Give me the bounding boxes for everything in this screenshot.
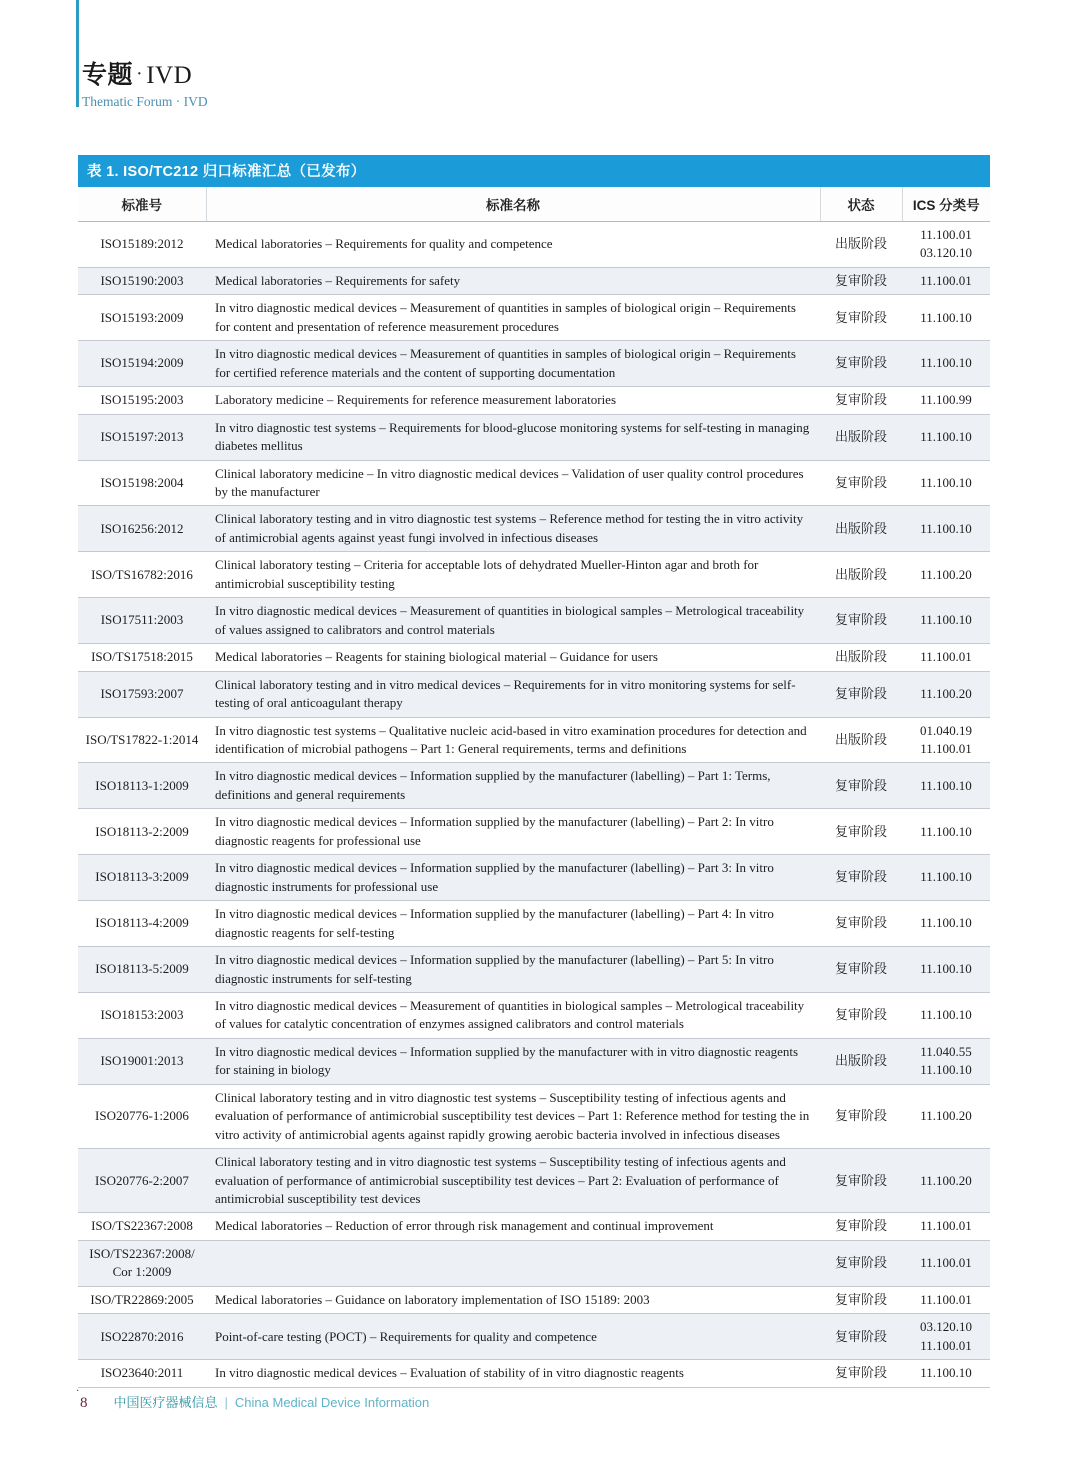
ics-code-cell bbox=[902, 1084, 990, 1148]
standard-id-cell: ISO17511:2003 bbox=[78, 598, 206, 644]
ics-code: 03.120.10 bbox=[920, 245, 972, 261]
standard-name-cell: Medical laboratories – Reagents for staining biological material – Guidance for users bbox=[206, 644, 820, 671]
standard-name-cell: Point-of-care testing (POCT) – Requirements for quality and competence bbox=[206, 1314, 820, 1360]
table-row bbox=[78, 992, 990, 1038]
standard-name-cell: In vitro diagnostic medical devices – Information supplied by the manufacturer (labelling) – Part 3: In vitro diagnostic instruments for professional use bbox=[206, 855, 820, 901]
ics-code: 11.100.10 bbox=[920, 869, 972, 885]
standard-name-cell: In vitro diagnostic medical devices – Information supplied by the manufacturer (labelling) – Part 2: In vitro diagnostic reagents for professional use bbox=[206, 809, 820, 855]
table-row bbox=[78, 947, 990, 993]
status-cell: 复审阶段 bbox=[820, 267, 902, 294]
status-cell: 复审阶段 bbox=[820, 1084, 902, 1148]
status-cell: 复审阶段 bbox=[820, 341, 902, 387]
ics-code-cell bbox=[902, 644, 990, 671]
table-title-bar: 表 1. ISO/TC212 归口标准汇总（已发布） bbox=[78, 155, 990, 187]
status-cell: 复审阶段 bbox=[820, 855, 902, 901]
table-row bbox=[78, 295, 990, 341]
masthead-title-dot: · bbox=[136, 63, 144, 85]
masthead-accent-line bbox=[76, 0, 79, 107]
ics-code: 11.100.01 bbox=[920, 1255, 972, 1271]
status-cell: 复审阶段 bbox=[820, 1314, 902, 1360]
status-cell: 复审阶段 bbox=[820, 992, 902, 1038]
standard-name-cell: Clinical laboratory testing and in vitro medical devices – Requirements for in vitro monitoring systems for self-testing of oral anticoagulant therapy bbox=[206, 671, 820, 717]
status-cell: 出版阶段 bbox=[820, 552, 902, 598]
standard-id-cell: ISO15198:2004 bbox=[78, 460, 206, 506]
ics-code-cell bbox=[902, 763, 990, 809]
standard-id-cell: ISO15193:2009 bbox=[78, 295, 206, 341]
status-cell: 复审阶段 bbox=[820, 763, 902, 809]
standard-name-cell: In vitro diagnostic medical devices – Information supplied by the manufacturer (labelling) – Part 1: Terms, definitions and general requirements bbox=[206, 763, 820, 809]
standard-name-cell: Clinical laboratory testing – Criteria for acceptable lots of dehydrated Mueller-Hinton agar and broth for antimicrobial susceptibility testing bbox=[206, 552, 820, 598]
status-cell: 复审阶段 bbox=[820, 460, 902, 506]
ics-code: 11.100.10 bbox=[920, 777, 972, 793]
standard-id-cell: ISO/TS16782:2016 bbox=[78, 552, 206, 598]
ics-code: 11.100.10 bbox=[920, 520, 972, 536]
ics-code: 11.100.20 bbox=[920, 1108, 972, 1124]
ics-code-cell bbox=[902, 295, 990, 341]
ics-code-cell bbox=[902, 222, 990, 268]
standards-table bbox=[78, 187, 990, 1388]
ics-code-cell bbox=[902, 809, 990, 855]
standard-id-cell: ISO15189:2012 bbox=[78, 222, 206, 268]
table-row bbox=[78, 763, 990, 809]
status-cell: 复审阶段 bbox=[820, 1240, 902, 1286]
table-row bbox=[78, 1240, 990, 1286]
table-row bbox=[78, 506, 990, 552]
status-cell: 复审阶段 bbox=[820, 598, 902, 644]
ics-code: 11.100.20 bbox=[920, 685, 972, 701]
standard-id-cell: ISO/TS22367:2008 bbox=[78, 1213, 206, 1240]
ics-code-cell bbox=[902, 414, 990, 460]
standard-id-cell: ISO17593:2007 bbox=[78, 671, 206, 717]
ics-code-cell bbox=[902, 506, 990, 552]
column-header-ics: ICS 分类号 bbox=[902, 187, 990, 222]
journal-name-separator: | bbox=[224, 1395, 228, 1410]
masthead bbox=[82, 55, 208, 110]
standard-id-cell: ISO15194:2009 bbox=[78, 341, 206, 387]
standard-id-cell: ISO15195:2003 bbox=[78, 387, 206, 414]
masthead-title-en: IVD bbox=[146, 62, 193, 89]
ics-code-cell bbox=[902, 1360, 990, 1387]
standard-name-cell: In vitro diagnostic medical devices – Information supplied by the manufacturer (labelling) – Part 4: In vitro diagnostic reagents for self-testing bbox=[206, 901, 820, 947]
ics-code: 11.100.10 bbox=[920, 474, 972, 490]
ics-code: 11.100.01 bbox=[920, 272, 972, 288]
status-cell: 复审阶段 bbox=[820, 295, 902, 341]
ics-code: 11.100.01 bbox=[920, 1337, 972, 1353]
table-row bbox=[78, 222, 990, 268]
ics-code-cell bbox=[902, 267, 990, 294]
table-row bbox=[78, 1149, 990, 1213]
standard-id-cell: ISO20776-1:2006 bbox=[78, 1084, 206, 1148]
status-cell: 复审阶段 bbox=[820, 1149, 902, 1213]
page-number: · 8 bbox=[80, 1395, 88, 1412]
standard-id-cell: ISO15190:2003 bbox=[78, 267, 206, 294]
standard-name-cell: Laboratory medicine – Requirements for reference measurement laboratories bbox=[206, 387, 820, 414]
standard-id-cell: ISO18113-3:2009 bbox=[78, 855, 206, 901]
ics-code-cell bbox=[902, 1149, 990, 1213]
table-row bbox=[78, 717, 990, 763]
standard-id-cell: ISO/TS17822-1:2014 bbox=[78, 717, 206, 763]
standard-name-cell: Clinical laboratory testing and in vitro diagnostic test systems – Susceptibility testing of infectious agents and evaluation of performance of antimicrobial susceptibility test devices – Part 1: Reference method for testing the in vitro activity of antimicrobial agents against rapidly growing aerobic bacteria involved in infectious diseases bbox=[206, 1084, 820, 1148]
ics-code: 11.100.20 bbox=[920, 1172, 972, 1188]
standard-id-cell: ISO15197:2013 bbox=[78, 414, 206, 460]
ics-code: 11.100.10 bbox=[920, 1365, 972, 1381]
standard-name-cell: Clinical laboratory testing and in vitro diagnostic test systems – Susceptibility testing of infectious agents and evaluation of performance of antimicrobial susceptibility test devices – Part 2: Evaluation of performance of antimicrobial susceptibility test devices bbox=[206, 1149, 820, 1213]
standard-name-cell: In vitro diagnostic medical devices – Measurement of quantities in samples of biological origin – Requirements for content and presentation of reference measurement procedures bbox=[206, 295, 820, 341]
ics-code-cell bbox=[902, 947, 990, 993]
standard-name-cell: In vitro diagnostic test systems – Qualitative nucleic acid-based in vitro examination procedures for detection and identification of microbial pathogens – Part 1: General requirements, terms and definitions bbox=[206, 717, 820, 763]
table-row bbox=[78, 1084, 990, 1148]
standard-name-cell: Medical laboratories – Guidance on laboratory implementation of ISO 15189: 2003 bbox=[206, 1286, 820, 1313]
status-cell: 出版阶段 bbox=[820, 222, 902, 268]
table-row bbox=[78, 1360, 990, 1387]
standard-id-cell: ISO18113-5:2009 bbox=[78, 947, 206, 993]
ics-code-cell bbox=[902, 992, 990, 1038]
table-header-row bbox=[78, 187, 990, 222]
standard-id-cell: ISO/TS22367:2008/ Cor 1:2009 bbox=[78, 1240, 206, 1286]
ics-code: 11.100.99 bbox=[920, 392, 972, 408]
ics-code-cell bbox=[902, 1038, 990, 1084]
standard-id-cell: ISO18113-2:2009 bbox=[78, 809, 206, 855]
ics-code-cell bbox=[902, 671, 990, 717]
status-cell: 出版阶段 bbox=[820, 1038, 902, 1084]
table-row bbox=[78, 809, 990, 855]
standard-id-cell: ISO19001:2013 bbox=[78, 1038, 206, 1084]
ics-code-cell bbox=[902, 855, 990, 901]
table-row bbox=[78, 598, 990, 644]
ics-code: 11.100.10 bbox=[920, 355, 972, 371]
ics-code: 11.100.01 bbox=[920, 649, 972, 665]
ics-code-cell bbox=[902, 1314, 990, 1360]
table-row bbox=[78, 387, 990, 414]
standard-id-cell: ISO18113-4:2009 bbox=[78, 901, 206, 947]
journal-name bbox=[114, 1392, 430, 1411]
standards-table-section bbox=[78, 155, 990, 1388]
table-row bbox=[78, 267, 990, 294]
table-row bbox=[78, 671, 990, 717]
standard-id-cell: ISO20776-2:2007 bbox=[78, 1149, 206, 1213]
journal-name-en: China Medical Device Information bbox=[234, 1395, 430, 1410]
standard-name-cell: In vitro diagnostic medical devices – Measurement of quantities in biological samples – Metrological traceability of values assigned to calibrators and control materials bbox=[206, 598, 820, 644]
ics-code-cell bbox=[902, 341, 990, 387]
standard-id-cell: ISO18153:2003 bbox=[78, 992, 206, 1038]
standard-id-cell: ISO22870:2016 bbox=[78, 1314, 206, 1360]
masthead-title bbox=[82, 55, 208, 91]
column-header-standard-name: 标准名称 bbox=[206, 187, 820, 222]
status-cell: 出版阶段 bbox=[820, 506, 902, 552]
standard-name-cell bbox=[206, 1240, 820, 1286]
journal-name-zh: 中国医疗器械信息 bbox=[113, 1395, 218, 1410]
status-cell: 复审阶段 bbox=[820, 947, 902, 993]
status-cell: 复审阶段 bbox=[820, 1286, 902, 1313]
ics-code-cell bbox=[902, 1240, 990, 1286]
ics-code: 11.100.10 bbox=[920, 428, 972, 444]
ics-code-cell bbox=[902, 1286, 990, 1313]
standard-name-cell: Medical laboratories – Requirements for quality and competence bbox=[206, 222, 820, 268]
ics-code: 11.100.10 bbox=[920, 309, 972, 325]
table-row bbox=[78, 644, 990, 671]
table-row bbox=[78, 341, 990, 387]
masthead-subtitle: Thematic Forum · IVD bbox=[82, 94, 208, 109]
standard-id-cell: ISO16256:2012 bbox=[78, 506, 206, 552]
standard-id-cell: ISO18113-1:2009 bbox=[78, 763, 206, 809]
status-cell: 出版阶段 bbox=[820, 717, 902, 763]
ics-code: 11.100.10 bbox=[920, 823, 972, 839]
table-row bbox=[78, 460, 990, 506]
ics-code: 11.100.10 bbox=[920, 1007, 972, 1023]
ics-code-cell bbox=[902, 901, 990, 947]
column-header-status: 状态 bbox=[820, 187, 902, 222]
ics-code: 11.100.01 bbox=[920, 1218, 972, 1234]
column-header-standard-id: 标准号 bbox=[78, 187, 206, 222]
ics-code-cell bbox=[902, 387, 990, 414]
standard-name-cell: In vitro diagnostic medical devices – Measurement of quantities in biological samples – Metrological traceability of values for catalytic concentration of enzymes assigned calibrators and control materials bbox=[206, 992, 820, 1038]
ics-code: 11.100.10 bbox=[920, 612, 972, 628]
ics-code: 01.040.19 bbox=[920, 722, 972, 738]
standard-name-cell: Clinical laboratory medicine – In vitro diagnostic medical devices – Validation of user quality control procedures by the manufacturer bbox=[206, 460, 820, 506]
standard-id-cell: ISO/TR22869:2005 bbox=[78, 1286, 206, 1313]
status-cell: 复审阶段 bbox=[820, 901, 902, 947]
status-cell: 复审阶段 bbox=[820, 671, 902, 717]
standard-id-cell: ISO23640:2011 bbox=[78, 1360, 206, 1387]
table-row bbox=[78, 1213, 990, 1240]
standard-name-cell: In vitro diagnostic medical devices – Evaluation of stability of in vitro diagnostic reagents bbox=[206, 1360, 820, 1387]
standard-name-cell: In vitro diagnostic medical devices – Information supplied by the manufacturer with in vitro diagnostic reagents for staining in biology bbox=[206, 1038, 820, 1084]
status-cell: 复审阶段 bbox=[820, 1360, 902, 1387]
ics-code-cell bbox=[902, 552, 990, 598]
ics-code-cell bbox=[902, 598, 990, 644]
status-cell: 出版阶段 bbox=[820, 414, 902, 460]
table-row bbox=[78, 855, 990, 901]
status-cell: 复审阶段 bbox=[820, 809, 902, 855]
status-cell: 出版阶段 bbox=[820, 644, 902, 671]
ics-code: 11.100.10 bbox=[920, 961, 972, 977]
table-row bbox=[78, 414, 990, 460]
standard-name-cell: In vitro diagnostic test systems – Requirements for blood-glucose monitoring systems for self-testing in managing diabetes mellitus bbox=[206, 414, 820, 460]
status-cell: 复审阶段 bbox=[820, 1213, 902, 1240]
ics-code: 11.100.10 bbox=[920, 915, 972, 931]
ics-code: 11.100.20 bbox=[920, 566, 972, 582]
ics-code: 11.040.55 bbox=[920, 1043, 972, 1059]
ics-code: 11.100.01 bbox=[920, 1291, 972, 1307]
ics-code-cell bbox=[902, 460, 990, 506]
masthead-title-zh: 专题 bbox=[82, 61, 134, 89]
standard-name-cell: Medical laboratories – Reduction of error through risk management and continual improvement bbox=[206, 1213, 820, 1240]
ics-code-cell bbox=[902, 717, 990, 763]
table-row bbox=[78, 552, 990, 598]
table-row bbox=[78, 1314, 990, 1360]
page-footer bbox=[80, 1392, 429, 1412]
ics-code: 11.100.10 bbox=[920, 1062, 972, 1078]
table-row bbox=[78, 1038, 990, 1084]
standard-name-cell: In vitro diagnostic medical devices – Measurement of quantities in samples of biological origin – Requirements for certified reference materials and the content of supporting documentation bbox=[206, 341, 820, 387]
status-cell: 复审阶段 bbox=[820, 387, 902, 414]
ics-code: 11.100.01 bbox=[920, 227, 972, 242]
ics-code: 11.100.01 bbox=[920, 740, 972, 756]
ics-code-cell bbox=[902, 1213, 990, 1240]
table-body bbox=[78, 222, 990, 1388]
table-row bbox=[78, 1286, 990, 1313]
standard-name-cell: In vitro diagnostic medical devices – Information supplied by the manufacturer (labelling) – Part 5: In vitro diagnostic instruments for self-testing bbox=[206, 947, 820, 993]
table-row bbox=[78, 901, 990, 947]
standard-name-cell: Clinical laboratory testing and in vitro diagnostic test systems – Reference method for testing the in vitro activity of antimicrobial agents against yeast fungi involved in infectious diseases bbox=[206, 506, 820, 552]
ics-code: 03.120.10 bbox=[920, 1319, 972, 1335]
standard-name-cell: Medical laboratories – Requirements for safety bbox=[206, 267, 820, 294]
standard-id-cell: ISO/TS17518:2015 bbox=[78, 644, 206, 671]
